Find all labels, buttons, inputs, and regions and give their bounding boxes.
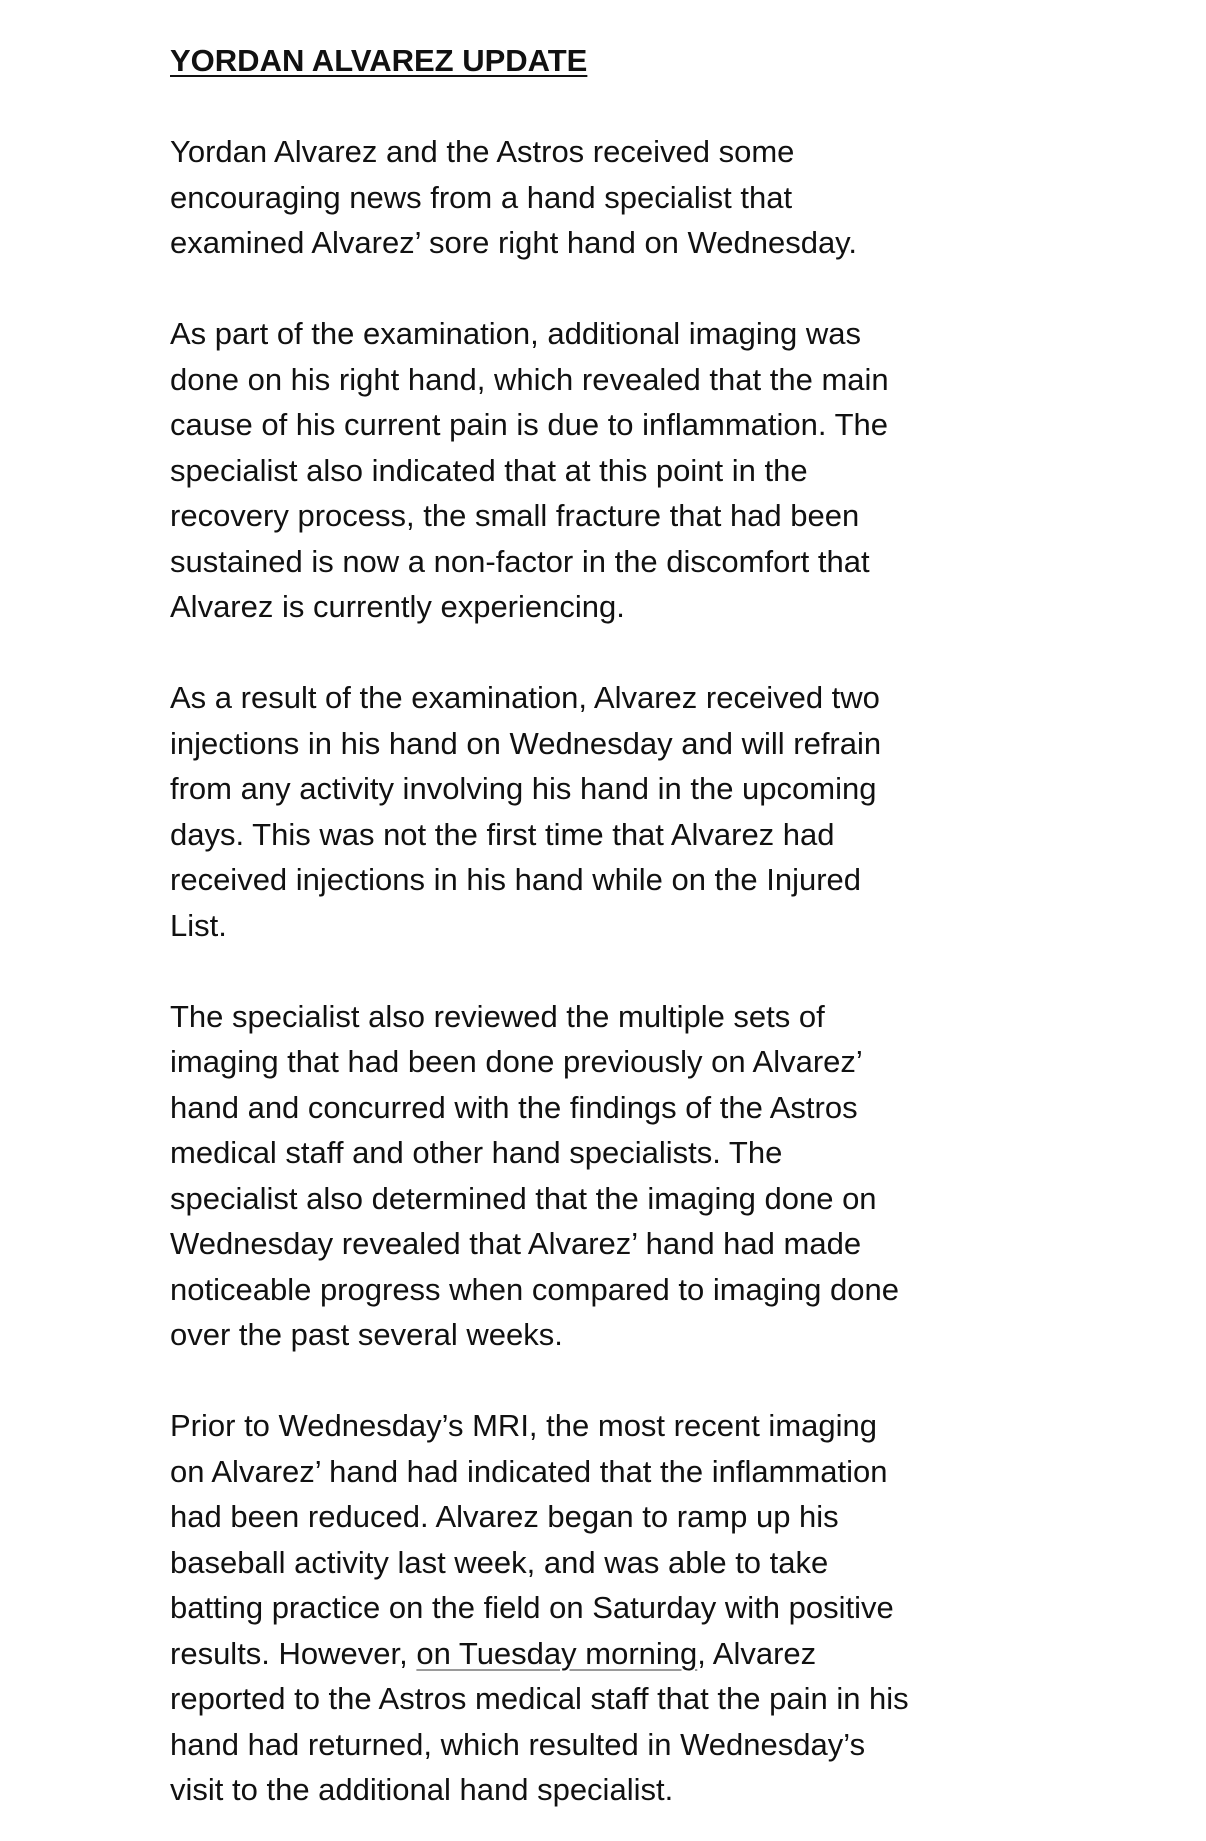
document-body xyxy=(170,38,1050,1813)
paragraph-5 xyxy=(170,1403,1050,1813)
paragraph-1: Yordan Alvarez and the Astros received some encouraging news from a hand specialist that examined Alvarez’ sore right hand on Wednesday. xyxy=(170,134,857,260)
paragraph-2: As part of the examination, additional imaging was done on his right hand, which revealed that the main cause of his current pain is due to inflammation. The specialist also indicated that at this point in the recovery process, the small fracture that had been sustained is now a non-factor in the discomfort that Alvarez is currently experiencing. xyxy=(170,316,889,624)
paragraph-3: As a result of the examination, Alvarez received two injections in his hand on Wednesday and will refrain from any activity involving his hand in the upcoming days. This was not the first time that Alvarez had received injections in his hand while on the Injured List. xyxy=(170,680,882,943)
date-link[interactable]: on Tuesday morning xyxy=(416,1635,698,1671)
paragraph-5-text-after: , Alvarez reported to the Astros medical staff that the pain in his hand had returned, which resulted in Wednesday’s visit to the additional hand specialist. xyxy=(170,1635,909,1807)
paragraph-5-text-before: Prior to Wednesday’s MRI, the most recent imaging on Alvarez’ hand had indicated that the inflammation had been reduced. Alvarez began to ramp up his baseball activity last week, and was able to take batting practice on the field on Saturday with positive results. However, xyxy=(170,1408,894,1671)
document-title: YORDAN ALVAREZ UPDATE xyxy=(170,43,588,78)
paragraph-4: The specialist also reviewed the multiple sets of imaging that had been done previously on Alvarez’ hand and concurred with the findings of the Astros medical staff and other hand specialists. The specialist also determined that the imaging done on Wednesday revealed that Alvarez’ hand had made noticeable progress when compared to imaging done over the past several weeks. xyxy=(170,998,899,1352)
